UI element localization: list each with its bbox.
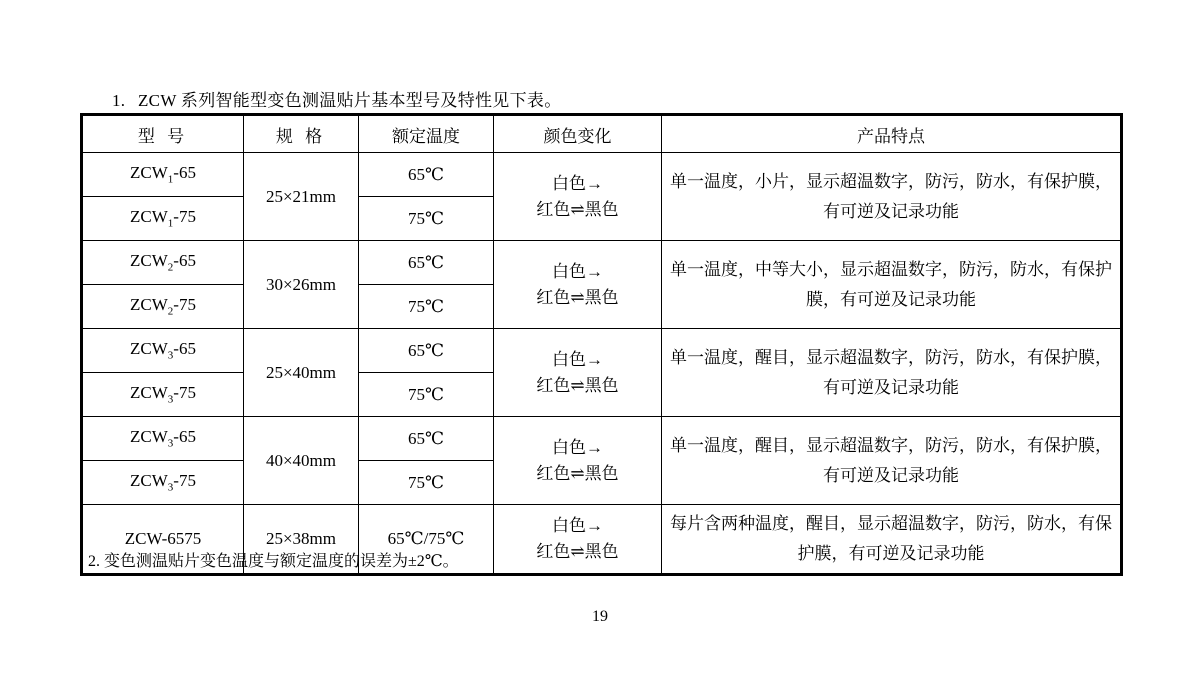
cell-size: 25×40mm xyxy=(244,329,359,417)
cell-model: $ZCW_3-65$ xyxy=(82,417,244,461)
cell-model: $ZCW_1-75$ xyxy=(82,197,244,241)
cell-rated-temperature: 75℃ xyxy=(359,285,494,329)
model-suffix: -75 xyxy=(173,383,196,403)
cell-color-change xyxy=(494,417,662,505)
table-row xyxy=(82,153,1122,197)
color-line-2: 红色⇌黑色 xyxy=(536,375,619,395)
model-subscript: 3 xyxy=(167,349,174,362)
cell-size: 30×26mm xyxy=(244,241,359,329)
cell-rated-temperature: 65℃ xyxy=(359,153,494,197)
intro-text: ZCW 系列智能型变色测温贴片基本型号及特性见下表。 xyxy=(138,91,562,110)
cell-size: 40×40mm xyxy=(244,417,359,505)
color-line-1: 白色→ xyxy=(552,350,603,369)
cell-model: $ZCW_2-65$ xyxy=(82,241,244,285)
cell-color-change xyxy=(494,153,662,241)
intro-number: 1. xyxy=(112,91,126,110)
spec-table xyxy=(80,113,1123,576)
cell-model: $ZCW_3-75$ xyxy=(82,461,244,505)
column-header-features: 产品特点 xyxy=(662,115,1122,153)
cell-model: $ZCW_2-75$ xyxy=(82,285,244,329)
column-header-model: 型 号 xyxy=(82,115,244,153)
model-suffix: -75 xyxy=(173,207,196,227)
color-line-1: 白色→ xyxy=(552,516,603,536)
cell-color-change xyxy=(494,505,662,575)
color-line-1: 白色→ xyxy=(552,262,603,281)
cell-model: $ZCW_1-65$ xyxy=(82,153,244,197)
model-subscript: 1 xyxy=(167,173,174,186)
table-header xyxy=(82,115,1122,153)
color-line-2: 红色⇌黑色 xyxy=(536,287,619,307)
model-subscript: 3 xyxy=(167,437,174,450)
model-suffix: -75 xyxy=(173,295,196,315)
cell-model: $ZCW_3-65$ xyxy=(82,329,244,373)
model-suffix: -65 xyxy=(173,163,196,183)
cell-rated-temperature: 65℃ xyxy=(359,241,494,285)
cell-rated-temperature: 75℃ xyxy=(359,373,494,417)
color-line-2: 红色⇌黑色 xyxy=(536,463,619,483)
cell-feature: 单一温度，醒目，显示超温数字，防污，防水，有保护膜，有可逆及记录功能 xyxy=(662,329,1122,417)
color-line-2: 红色⇌黑色 xyxy=(536,541,619,561)
model-suffix: -65 xyxy=(173,427,196,447)
intro-paragraph xyxy=(112,86,562,111)
note-paragraph: 2. 变色测温贴片变色温度与额定温度的误差为±2℃。 xyxy=(88,553,459,570)
cell-model: $ZCW_3-75$ xyxy=(82,373,244,417)
column-header-color-change: 颜色变化 xyxy=(494,115,662,153)
color-line-1: 白色→ xyxy=(552,174,603,193)
cell-feature: 单一温度，小片，显示超温数字，防污，防水，有保护膜，有可逆及记录功能 xyxy=(662,153,1122,241)
cell-rated-temperature: 75℃ xyxy=(359,461,494,505)
cell-feature: 单一温度，醒目，显示超温数字，防污，防水，有保护膜，有可逆及记录功能 xyxy=(662,417,1122,505)
table-header-row xyxy=(82,115,1122,153)
model-suffix: -65 xyxy=(173,251,196,271)
column-header-rated-temperature: 额定温度 xyxy=(359,115,494,153)
cell-color-change xyxy=(494,329,662,417)
cell-model: ZCW-6575 xyxy=(82,505,244,575)
cell-rated-temperature: 65℃ xyxy=(359,329,494,373)
model-suffix: -65 xyxy=(173,339,196,359)
cell-rated-temperature: 75℃ xyxy=(359,197,494,241)
cell-size: 25×38mm xyxy=(244,505,359,575)
color-line-2: 红色⇌黑色 xyxy=(536,199,619,219)
table-row xyxy=(82,241,1122,285)
model-suffix: -75 xyxy=(173,471,196,491)
page-number: 19 xyxy=(592,608,608,625)
cell-color-change xyxy=(494,241,662,329)
model-subscript: 2 xyxy=(167,261,174,274)
color-line-1: 白色→ xyxy=(552,438,603,457)
cell-size: 25×21mm xyxy=(244,153,359,241)
model-subscript: 1 xyxy=(167,217,174,230)
model-subscript: 3 xyxy=(167,393,174,406)
model-subscript: 2 xyxy=(167,305,174,318)
cell-feature: 每片含两种温度，醒目，显示超温数字，防污，防水，有保护膜，有可逆及记录功能 xyxy=(662,505,1122,575)
table-row xyxy=(82,329,1122,373)
model-subscript: 3 xyxy=(167,481,174,494)
column-header-size: 规 格 xyxy=(244,115,359,153)
table-row xyxy=(82,417,1122,461)
cell-feature: 单一温度，中等大小，显示超温数字，防污，防水，有保护膜，有可逆及记录功能 xyxy=(662,241,1122,329)
table-body xyxy=(82,153,1122,575)
cell-rated-temperature: 65℃/75℃ xyxy=(359,505,494,575)
cell-rated-temperature: 65℃ xyxy=(359,417,494,461)
